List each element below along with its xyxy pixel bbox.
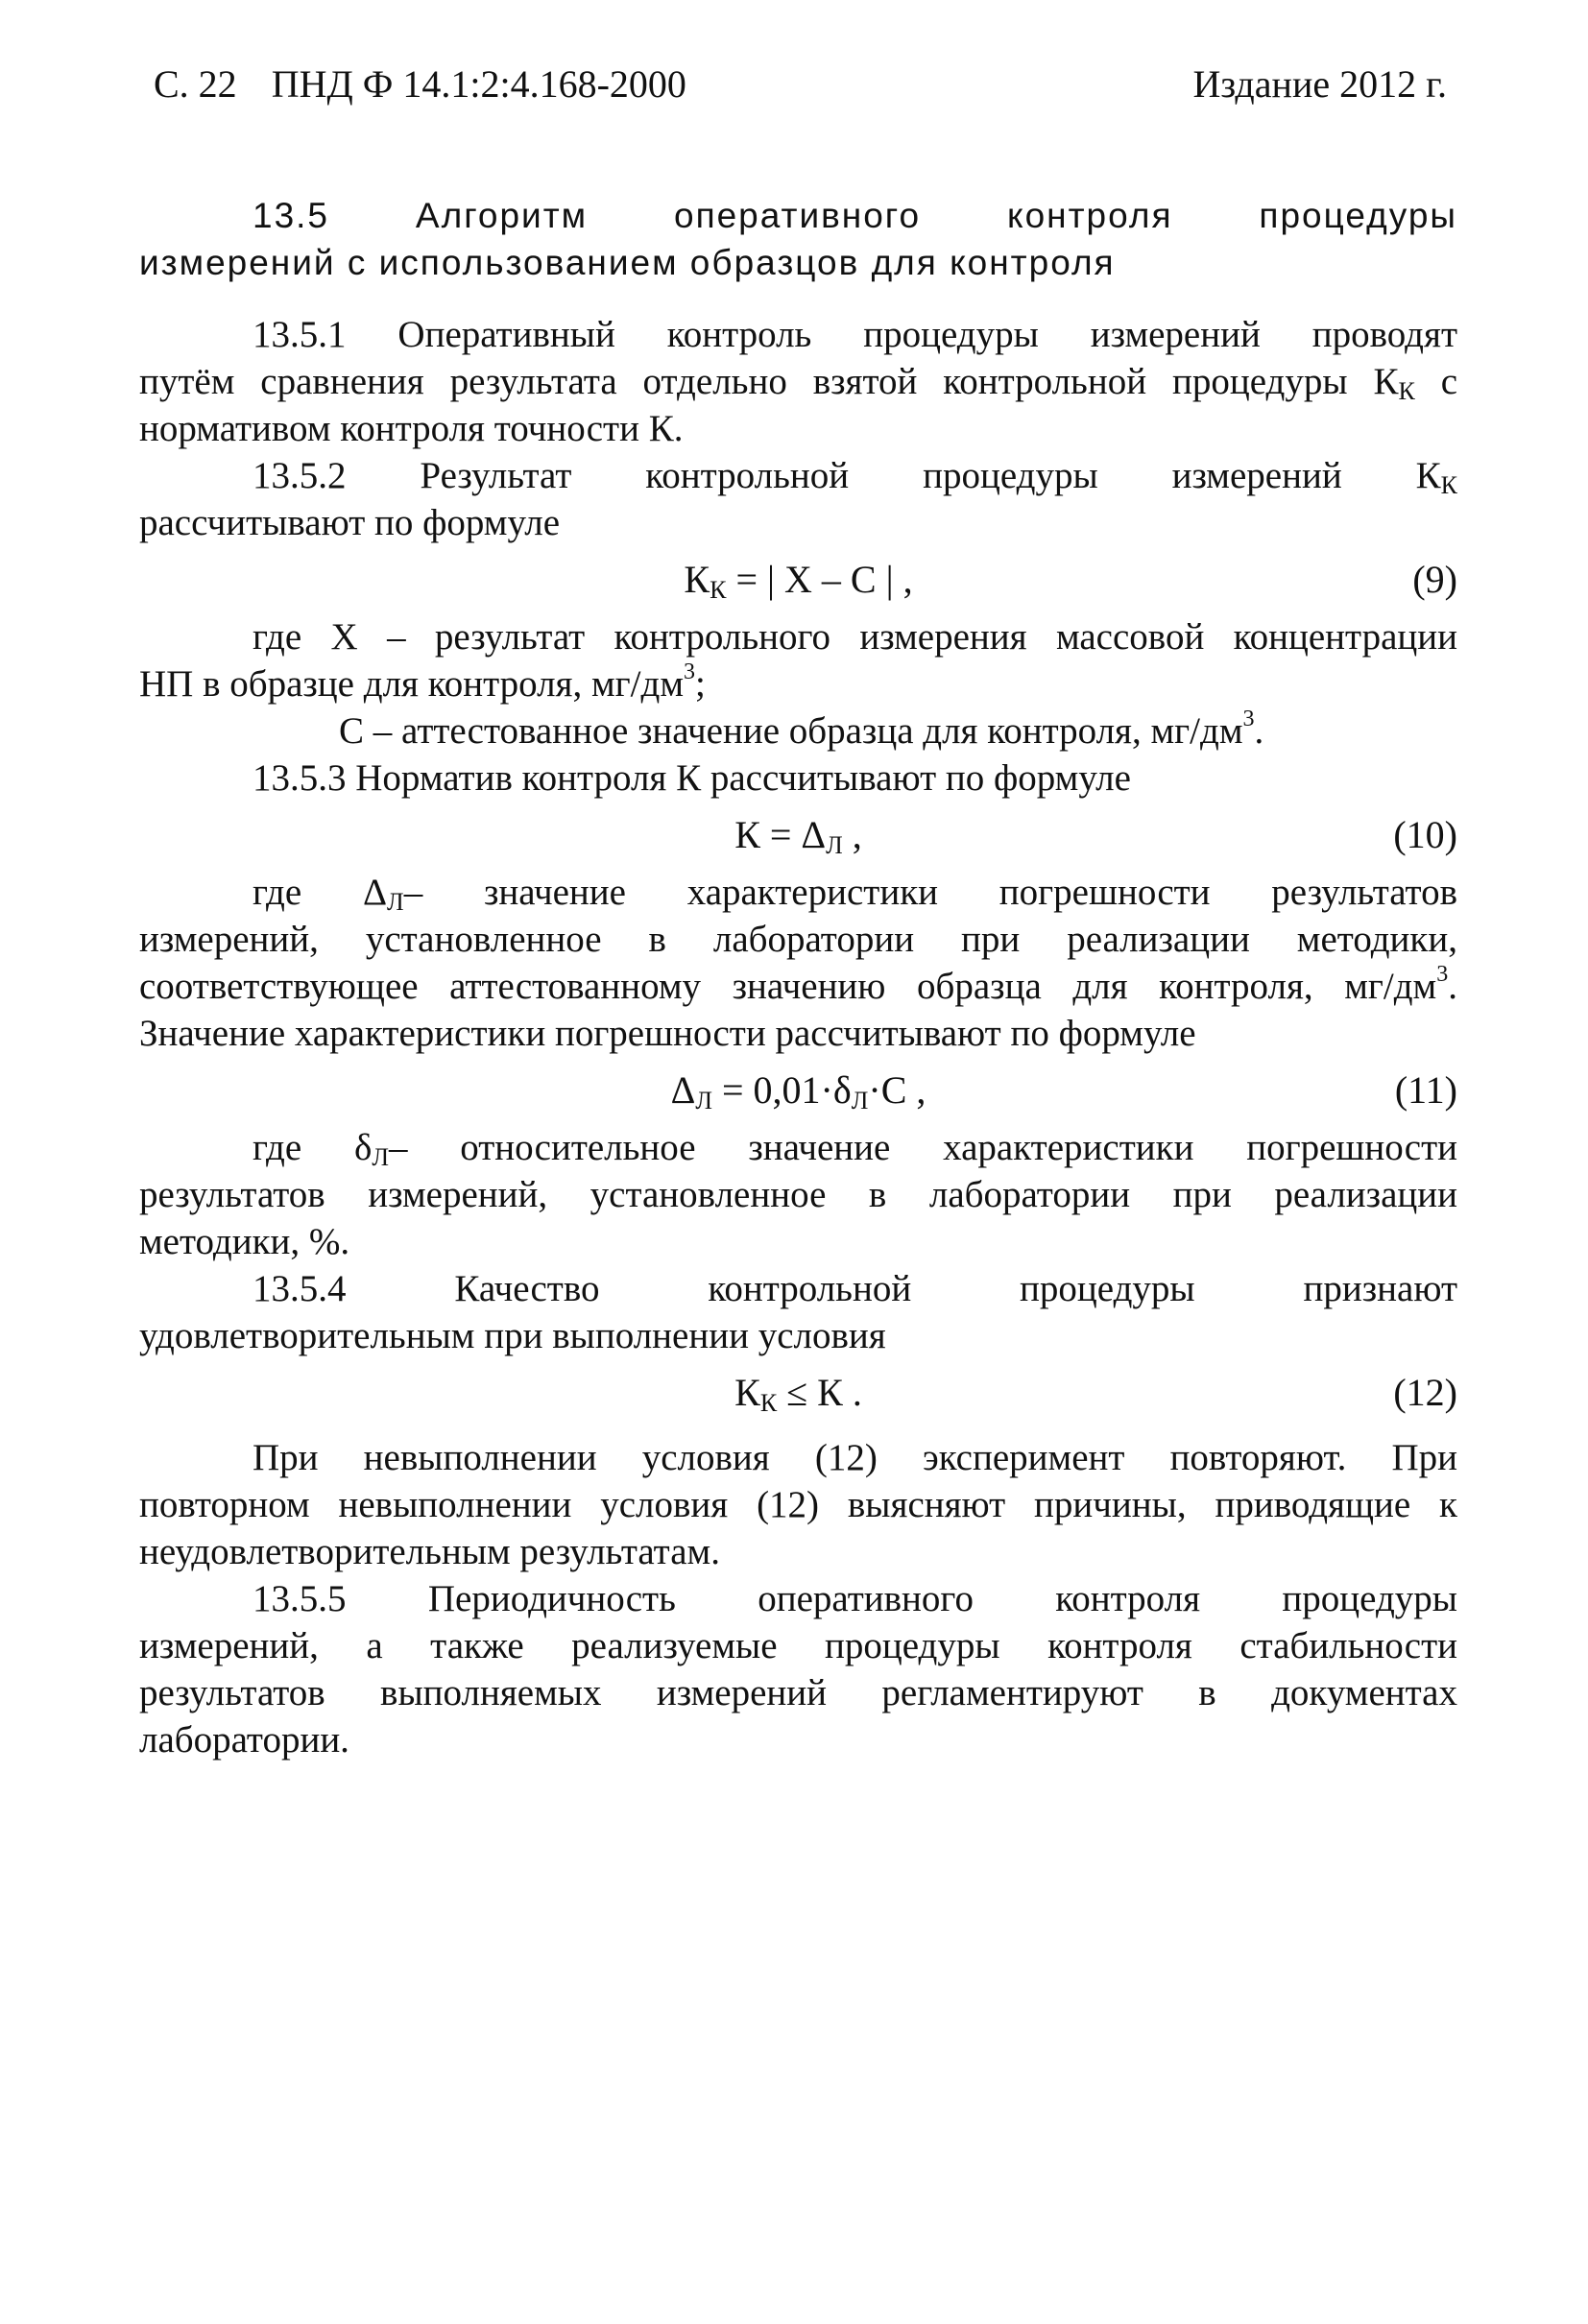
paragraph-13-5-1-line-2: путём сравнения результата отдельно взятой контрольной процедуры $К_К$ с: [139, 361, 1457, 405]
where-10-line-4: Значение характеристики погрешности рассчитывают по формуле: [139, 1013, 1196, 1054]
page-content: [139, 192, 1457, 1763]
paragraph-13-5-2-line-2: рассчитывают по формуле: [139, 502, 561, 543]
where-11-line-2: результатов измерений, установленное в лаборатории при реализации: [139, 1174, 1457, 1215]
where-9-line-3: С – аттестованное значение образца для контроля, $мг/дм^3$.: [339, 707, 1264, 752]
paragraph-13-5-4-line-1: 13.5.4 Качество контрольной процедуры признают: [253, 1268, 1457, 1309]
formula-12: [139, 1363, 1457, 1423]
paragraph-13-5-4-line-2: удовлетворительным при выполнении условия: [139, 1315, 886, 1356]
paragraph-repeat-line-3: неудовлетворительным результатам.: [139, 1531, 720, 1572]
where-9-line-2: НП в образце для контроля, $мг/дм^3$;: [139, 660, 706, 705]
formula-9-number: (9): [1412, 558, 1457, 601]
section-title-line-2: измерений с использованием образцов для контроля: [139, 243, 1116, 282]
section-title-line-1: 13.5 Алгоритм оперативного контроля процедуры: [253, 196, 1457, 235]
where-11-line-3: методики, %.: [139, 1221, 350, 1262]
formula-10: [139, 805, 1457, 865]
paragraph-13-5-5-line-1: 13.5.5 Периодичность оперативного контроля процедуры: [253, 1578, 1457, 1619]
page-header-left: [154, 61, 686, 108]
paragraph-repeat-line-1: При невыполнении условия (12) эксперимент повторяют. При: [253, 1437, 1457, 1478]
where-10-line-1: где $\Delta_Л-$ значение характеристики погрешности результатов: [253, 872, 1457, 916]
formula-9: [139, 550, 1457, 610]
paragraph-13-5-5-line-3: результатов выполняемых измерений регламентируют в документах: [139, 1672, 1457, 1713]
where-10-line-3: соответствующее аттестованному значению образца для контроля, $мг/дм^3$.: [139, 963, 1457, 1007]
where-11-line-1: где $\delta_Л-$ относительное значение характеристики погрешности: [253, 1127, 1457, 1171]
paragraph-13-5-2-line-1: 13.5.2 Результат контрольной процедуры измерений $К_К$: [253, 455, 1457, 499]
formula-10-expression: $К = \Delta_Л$ ,: [734, 813, 862, 859]
page-number: С. 22: [154, 62, 237, 106]
edition-label: Издание 2012 г.: [1192, 62, 1447, 106]
paragraph-13-5-5-line-2: измерений, а также реализуемые процедуры контроля стабильности: [139, 1625, 1457, 1666]
paragraph-repeat-line-2: повторном невыполнении условия (12) выясняют причины, приводящие к: [139, 1484, 1457, 1525]
formula-11-number: (11): [1394, 1068, 1457, 1112]
paragraph-13-5-5-line-4: лаборатории.: [139, 1719, 349, 1761]
formula-12-number: (12): [1393, 1371, 1457, 1414]
where-10-line-2: измерений, установленное в лаборатории при реализации методики,: [139, 919, 1457, 960]
formula-10-number: (10): [1393, 813, 1457, 856]
paragraph-13-5-1-line-1: 13.5.1 Оперативный контроль процедуры измерений проводят: [253, 314, 1457, 355]
paragraph-13-5-1-line-3: нормативом контроля точности К.: [139, 408, 684, 449]
formula-11: [139, 1061, 1457, 1120]
formula-12-expression: $К_К \le К$ .: [734, 1371, 862, 1417]
formula-9-expression: $К_К$ = | Х – С | ,: [684, 558, 913, 604]
formula-11-expression: $\Delta_Л = 0,01\cdot\delta_Л\cdot С$ ,: [670, 1068, 926, 1114]
paragraph-13-5-3-line-1: 13.5.3 Норматив контроля К рассчитывают по формуле: [253, 757, 1131, 799]
where-9-line-1: где Х – результат контрольного измерения массовой концентрации: [253, 616, 1457, 658]
document-code: ПНД Ф 14.1:2:4.168-2000: [271, 62, 686, 106]
